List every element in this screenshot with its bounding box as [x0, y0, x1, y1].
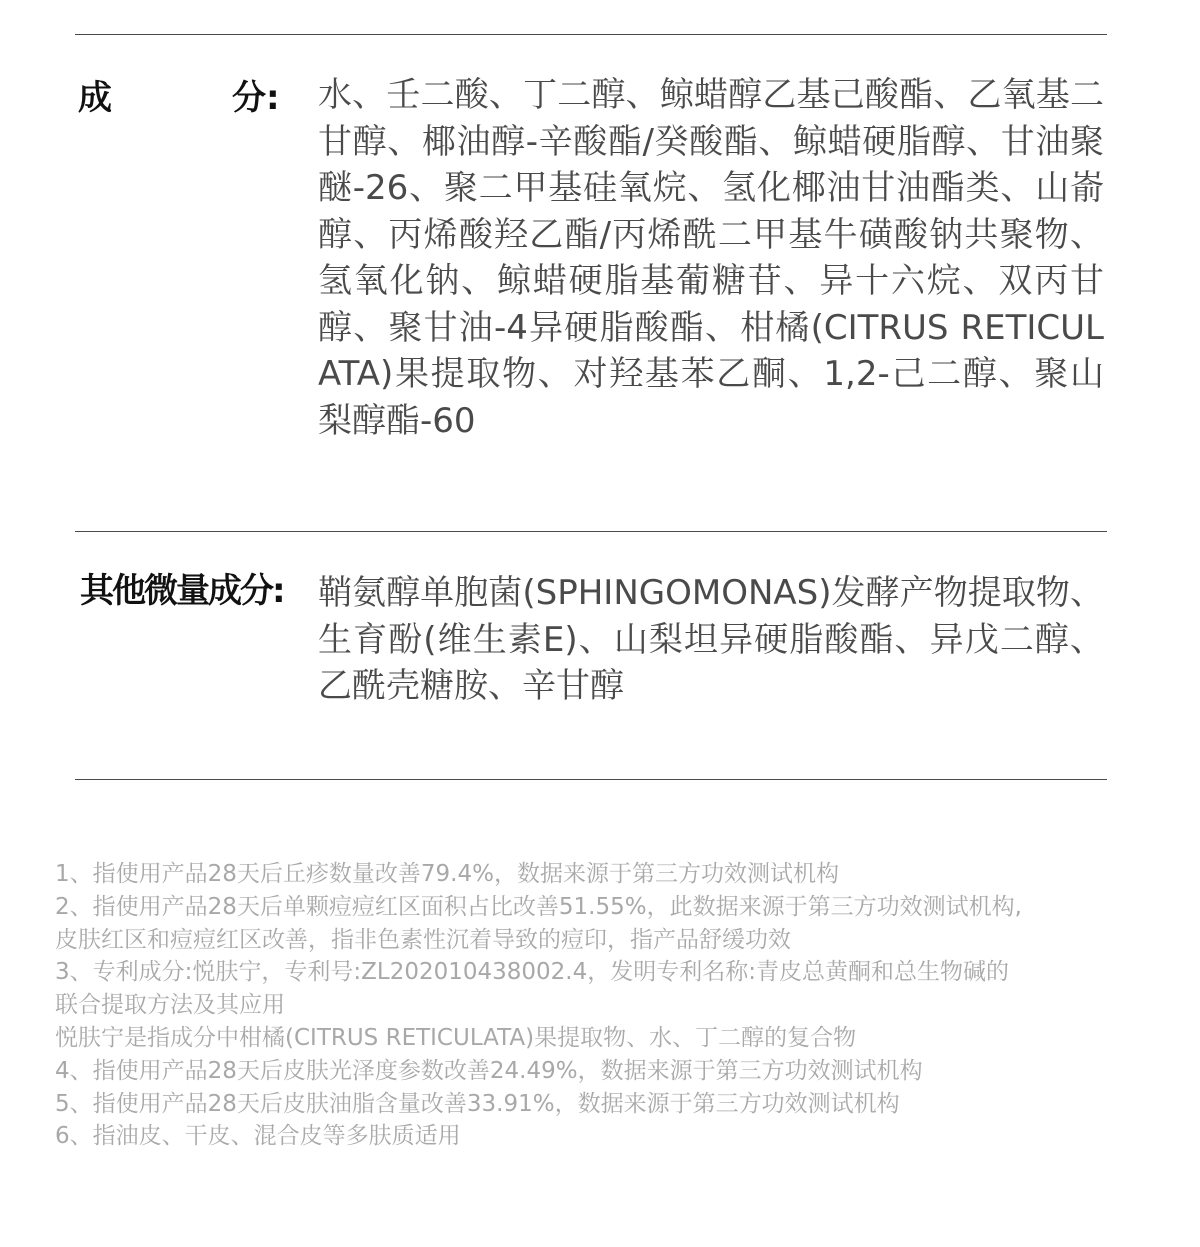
ingredients-label-left: 成 — [78, 78, 112, 118]
footnote-line: 联合提取方法及其应用 — [55, 992, 285, 1019]
top-divider — [75, 34, 1107, 35]
footnote-line: 6、指油皮、干皮、混合皮等多肤质适用 — [55, 1123, 461, 1150]
ingredients-list: 水、壬二酸、丁二醇、鲸蜡醇乙基己酸酯、乙氧基二甘醇、椰油醇-辛酸酯/癸酸酯、鲸蜡硬脂醇、甘油聚醚-26、聚二甲基硅氧烷、氢化椰油甘油酯类、山嵛醇、丙烯酸羟乙酯/丙烯酰二甲基牛磺酸钠共聚物、氢氧化钠、鲸蜡硬脂基葡糖苷、异十六烷、双丙甘醇、聚甘油-4异硬脂酸酯、柑橘(CITRUS RETICULATA)果提取物、对羟基苯乙酮、1,2-己二醇、聚山梨醇酯-60 — [318, 75, 1104, 441]
other-ingredients-label: 其他微量成分: — [80, 571, 284, 611]
footnote-line: 2、指使用产品28天后单颗痘痘红区面积占比改善51.55%，此数据来源于第三方功效测试机构, — [55, 893, 1022, 920]
footnote-line: 4、指使用产品28天后皮肤光泽度参数改善24.49%，数据来源于第三方功效测试机构 — [55, 1057, 923, 1084]
footnotes — [55, 858, 1155, 1153]
middle-divider — [75, 531, 1107, 532]
footnote-line: 1、指使用产品28天后丘疹数量改善79.4%，数据来源于第三方功效测试机构 — [55, 861, 839, 887]
footnote-line: 5、指使用产品28天后皮肤油脂含量改善33.91%，数据来源于第三方功效测试机构 — [55, 1090, 900, 1117]
footnote-line: 皮肤红区和痘痘红区改善，指非色素性沉着导致的痘印，指产品舒缓功效 — [55, 926, 791, 953]
ingredients-label-right: 分: — [232, 78, 280, 118]
other-ingredients-list: 鞘氨醇单胞菌(SPHINGOMONAS)发酵产物提取物、生育酚(维生素E)、山梨坦异硬脂酸酯、异戊二醇、乙酰壳糖胺、辛甘醇 — [318, 573, 1104, 706]
footnote-line: 悦肤宁是指成分中柑橘(CITRUS RETICULATA)果提取物、水、丁二醇的复合物 — [55, 1024, 857, 1051]
footnote-line: 3、专利成分:悦肤宁，专利号:ZL202010438002.4，发明专利名称:青皮总黄酮和总生物碱的 — [55, 959, 1009, 986]
bottom-divider — [75, 779, 1107, 780]
